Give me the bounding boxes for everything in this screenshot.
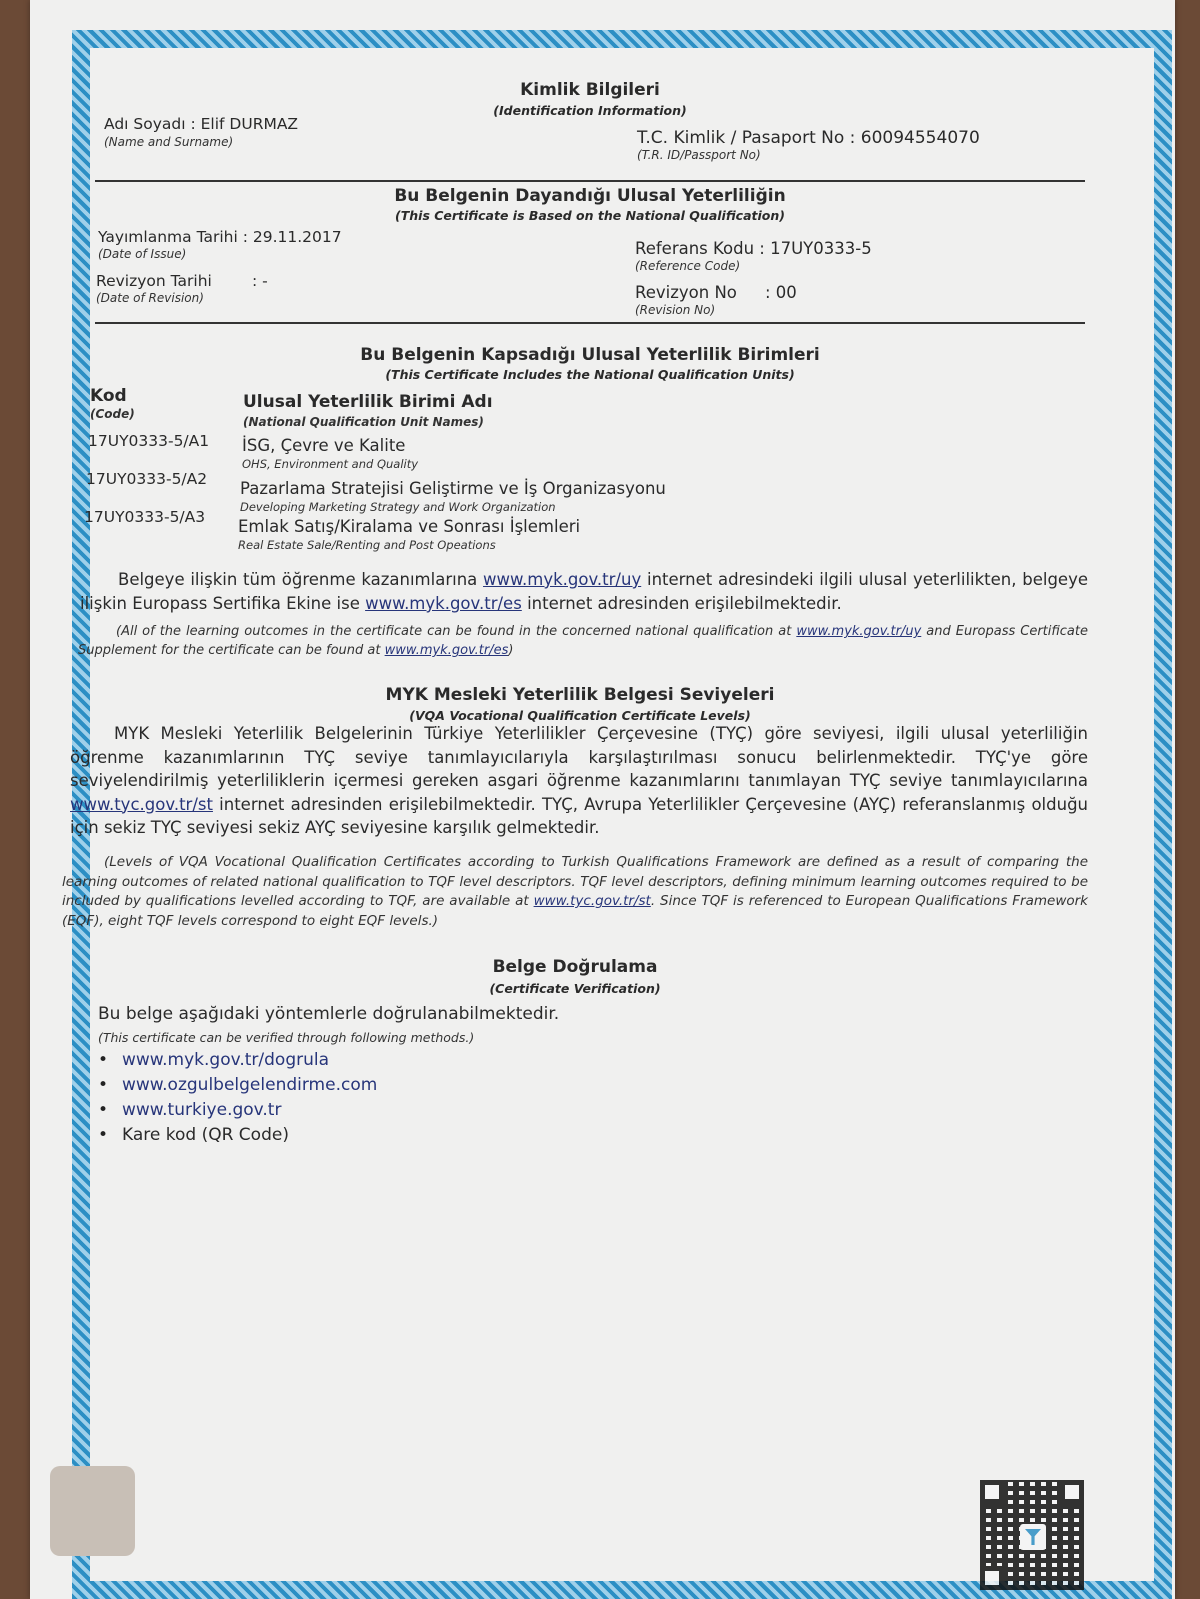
outcomes-text-en: ) bbox=[508, 643, 514, 658]
unit-code: 17UY0333-5/A2 bbox=[86, 470, 208, 488]
qr-finder bbox=[1060, 1480, 1084, 1504]
divider bbox=[95, 180, 1085, 182]
tyc-st-link[interactable]: www.tyc.gov.tr/st bbox=[70, 794, 213, 814]
levels-paragraph bbox=[70, 722, 1088, 840]
issue-date-label-en: (Date of Issue) bbox=[98, 247, 187, 261]
outcomes-paragraph bbox=[80, 568, 1088, 616]
revision-no-label-en: (Revision No) bbox=[635, 303, 716, 317]
verification-intro-en: (This certificate can be verified through following methods.) bbox=[98, 1030, 475, 1045]
myk-logo-icon bbox=[1020, 1524, 1046, 1550]
reference-code-label-en: (Reference Code) bbox=[635, 259, 741, 273]
code-header-en: (Code) bbox=[90, 407, 135, 421]
units-subtitle: (This Certificate Includes the National Qualification Units) bbox=[385, 367, 795, 382]
outcomes-text-en: (All of the learning outcomes in the certificate can be found in the concerned national qualification at bbox=[116, 624, 792, 639]
hologram-sticker-icon bbox=[50, 1466, 135, 1556]
outcomes-text: internet adresindeki ilgili ulusal yeterlilikten, belgeye ilişkin Europass Sertifika Ekine ise bbox=[80, 570, 1089, 613]
levels-title: MYK Mesleki Yeterlilik Belgesi Seviyeleri bbox=[385, 685, 775, 705]
identity-title: Kimlik Bilgileri bbox=[520, 80, 660, 100]
outcomes-paragraph-en bbox=[78, 622, 1088, 660]
tyc-st-link-en[interactable]: www.tyc.gov.tr/st bbox=[533, 893, 651, 909]
unit-name-en: OHS, Environment and Quality bbox=[242, 457, 419, 471]
unit-code: 17UY0333-5/A1 bbox=[88, 432, 210, 450]
unit-name-en: Real Estate Sale/Renting and Post Opeations bbox=[238, 538, 496, 552]
levels-paragraph-en bbox=[62, 853, 1088, 931]
revision-no-value: : 00 bbox=[765, 283, 797, 302]
levels-text-en: (Levels of VQA Vocational Qualification Certificates according to Turkish Qualifications Framework are defined as a result of comparing the learning outcomes of related national qualification to TQF level descriptors. TQF level descriptors, defining minimum learning outcomes required to be included by qualifications levelled according to TQF, are available at bbox=[62, 854, 1088, 909]
verification-subtitle: (Certificate Verification) bbox=[489, 981, 661, 996]
verification-methods bbox=[98, 1048, 377, 1148]
levels-text: internet adresinden erişilebilmektedir. TYÇ, Avrupa Yeterlilikler Çerçevesine (AYÇ) referanslanmış olduğu için sekiz TYÇ seviyesi sekiz AYÇ seviyesine karşılık gelmektedir. bbox=[70, 794, 1089, 837]
verification-method: • Kare kod (QR Code) bbox=[98, 1123, 377, 1148]
qualification-title: Bu Belgenin Dayandığı Ulusal Yeterliliğin bbox=[394, 186, 786, 206]
verification-link[interactable]: • www.turkiye.gov.tr bbox=[98, 1098, 377, 1123]
unit-name-header-en: (National Qualification Unit Names) bbox=[243, 415, 484, 429]
unit-name-en: Developing Marketing Strategy and Work Organization bbox=[240, 500, 556, 514]
myk-uy-link-en[interactable]: www.myk.gov.tr/uy bbox=[796, 624, 922, 639]
divider bbox=[95, 322, 1085, 324]
unit-name: Emlak Satış/Kiralama ve Sonrası İşlemleri bbox=[238, 517, 581, 536]
myk-es-link[interactable]: www.myk.gov.tr/es bbox=[365, 594, 522, 613]
levels-text-en: . Since TQF is referenced to European Qualifications Framework (EQF), eight TQF levels correspond to eight EQF levels.) bbox=[62, 893, 1089, 929]
unit-name: Pazarlama Stratejisi Geliştirme ve İş Organizasyonu bbox=[240, 479, 666, 498]
unit-name: İSG, Çevre ve Kalite bbox=[242, 436, 406, 455]
revision-date-label: Revizyon Tarihi bbox=[96, 272, 212, 290]
code-header: Kod bbox=[90, 386, 127, 406]
unit-name-header: Ulusal Yeterlilik Birimi Adı bbox=[243, 392, 493, 412]
units-title: Bu Belgenin Kapsadığı Ulusal Yeterlilik Birimleri bbox=[360, 345, 820, 365]
myk-uy-link[interactable]: www.myk.gov.tr/uy bbox=[483, 570, 642, 589]
revision-date-label-en: (Date of Revision) bbox=[96, 291, 204, 305]
myk-es-link-en[interactable]: www.myk.gov.tr/es bbox=[384, 643, 509, 658]
qr-code-icon[interactable] bbox=[980, 1480, 1084, 1590]
levels-text: MYK Mesleki Yeterlilik Belgelerinin Türkiye Yeterlilikler Çerçevesine (TYÇ) göre seviyesi, ilgili ulusal yeterliliğin öğrenme kazanımlarının TYÇ seviye tanımlayıcılarıyla karşılaştırılması sonucu belirlenmektedir. TYÇ'ye göre seviyelendirilmiş yeterliliklerin içermesi gereken asgari öğrenme kazanımlarını tanımlayan TYÇ seviye tanımlayıcılarına bbox=[70, 724, 1088, 790]
verification-title: Belge Doğrulama bbox=[492, 957, 658, 977]
levels-subtitle: (VQA Vocational Qualification Certificate Levels) bbox=[409, 708, 751, 723]
qr-finder bbox=[980, 1480, 1004, 1504]
outcomes-text-en: and Europass Certificate Supplement for the certificate can be found at bbox=[78, 624, 1088, 658]
qr-finder bbox=[980, 1566, 1004, 1590]
unit-code: 17UY0333-5/A3 bbox=[84, 508, 206, 526]
reference-code-label: Referans Kodu : 17UY0333-5 bbox=[635, 239, 872, 258]
id-label: T.C. Kimlik / Pasaport No : 60094554070 bbox=[637, 128, 980, 148]
issue-date-label: Yayımlanma Tarihi : 29.11.2017 bbox=[98, 228, 342, 246]
outcomes-text: Belgeye ilişkin tüm öğrenme kazanımlarına bbox=[118, 570, 478, 589]
verification-link[interactable]: • www.ozgulbelgelendirme.com bbox=[98, 1073, 377, 1098]
verification-link[interactable]: • www.myk.gov.tr/dogrula bbox=[98, 1048, 377, 1073]
id-label-en: (T.R. ID/Passport No) bbox=[637, 148, 761, 162]
identity-subtitle: (Identification Information) bbox=[493, 103, 687, 118]
qualification-subtitle: (This Certificate is Based on the National Qualification) bbox=[395, 208, 785, 223]
name-label-en: (Name and Surname) bbox=[104, 135, 234, 149]
verification-intro: Bu belge aşağıdaki yöntemlerle doğrulanabilmektedir. bbox=[98, 1004, 560, 1024]
outcomes-text: internet adresinden erişilebilmektedir. bbox=[527, 594, 842, 613]
name-label: Adı Soyadı : Elif DURMAZ bbox=[104, 115, 299, 133]
revision-no-label: Revizyon No bbox=[635, 283, 737, 302]
revision-date-value: : - bbox=[252, 272, 268, 290]
